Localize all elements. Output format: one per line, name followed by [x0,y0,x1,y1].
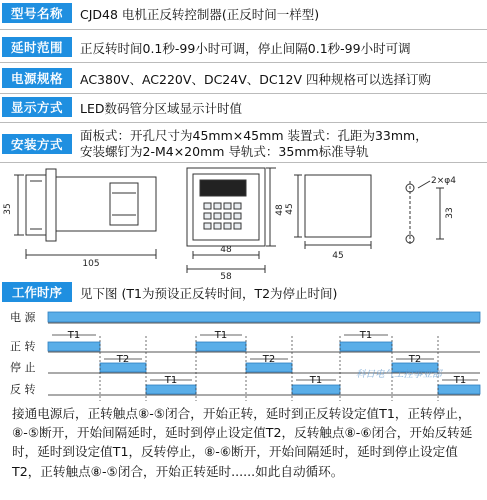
forward-pulse [340,342,392,351]
spec-value-model: CJD48 电机正反转控制器(正反时间一样型) [80,7,320,22]
dim-front-height: 48 [275,204,285,216]
side-view [14,169,156,259]
divider [0,62,487,63]
spec-label-display: 显示方式 [2,97,72,117]
t2-label: T2 [262,354,276,365]
forward-pulse [48,342,100,351]
timing-diagram [0,306,487,402]
description-text: 接通电源后，正转触点⑧-⑤闭合，开始正转，延时到正反转设定值T1，正转停止，⑧-⑤断开，开始间隔延时，延时到停止设定值T2，反转触点⑧-⑥闭合，开始反转延时，延时到设定值T1，反转停止，⑧-⑥断开，开始间隔延时，延时到停止设定值T2，正转触点⑧-⑤闭合，开始正转延时......如此自动循环。 [12,406,473,479]
dim-rear-width: 45 [332,251,344,261]
dim-side-height: 35 [3,203,13,215]
timing-row-forward: 正 转 [10,340,36,353]
divider [0,93,487,94]
divider [0,29,487,30]
spec-value-delay: 正反转时间0.1秒-99小时可调，停止间隔0.1秒-99小时可调 [80,41,411,56]
spec-row-power [0,67,487,89]
dim-front-outer-width: 58 [220,272,232,281]
spec-label-mount: 安装方式 [2,134,72,154]
dim-side-width: 105 [82,259,100,269]
dim-rear-height: 45 [285,203,295,215]
reverse-pulse [438,385,480,394]
dim-hole-spacing: 33 [445,207,455,219]
spec-value-power: AC380V、AC220V、DC24V、DC12V 四种规格可以选择订购 [80,72,432,87]
t2-label: T2 [116,354,130,365]
power-pulse [48,312,480,322]
t1-label: T1 [359,330,373,341]
reverse-pulse [146,385,196,394]
spec-row-display [0,96,487,118]
dim-front-inner-width: 48 [220,245,232,255]
spec-label-power: 电源规格 [2,68,72,88]
spec-row-delay [0,36,487,58]
t1-label: T1 [309,375,323,386]
spec-row-mount [0,128,487,160]
timing-row-power: 电 源 [10,311,36,324]
spec-value-display: LED数码管分区域显示计时值 [80,101,242,116]
timing-caption: 见下图 (T1为预设正反转时间，T2为停止时间) [80,286,338,301]
t1-label: T1 [453,375,467,386]
t2-label: T2 [408,354,422,365]
t1-label: T1 [67,330,81,341]
watermark: 科日电气工控事业部 [356,369,442,380]
timing-label: 工作时序 [2,282,72,302]
spec-value-mount-line1: 面板式：开孔尺寸为45mm×45mm 装置式：孔距为33mm， [80,128,428,143]
timing-row-stop: 停 止 [10,361,36,374]
forward-pulse [196,342,246,351]
spec-value-mount-line2: 安装螺钉为2-M4×20mm 导轨式：35mm标准导轨 [80,144,369,159]
front-view [187,168,276,273]
divider [0,122,487,123]
spec-row-model [0,2,487,24]
timing-row-reverse: 反 转 [10,383,36,396]
spec-label-model: 型号名称 [2,3,72,23]
dimension-drawing [0,163,487,281]
mounting-holes [406,181,444,246]
dim-hole-note: 2×φ4 [431,176,456,186]
spec-label-delay: 延时范围 [2,37,72,57]
t1-label: T1 [214,330,228,341]
t1-label: T1 [164,375,178,386]
rear-view [294,175,371,249]
reverse-pulse [292,385,340,394]
